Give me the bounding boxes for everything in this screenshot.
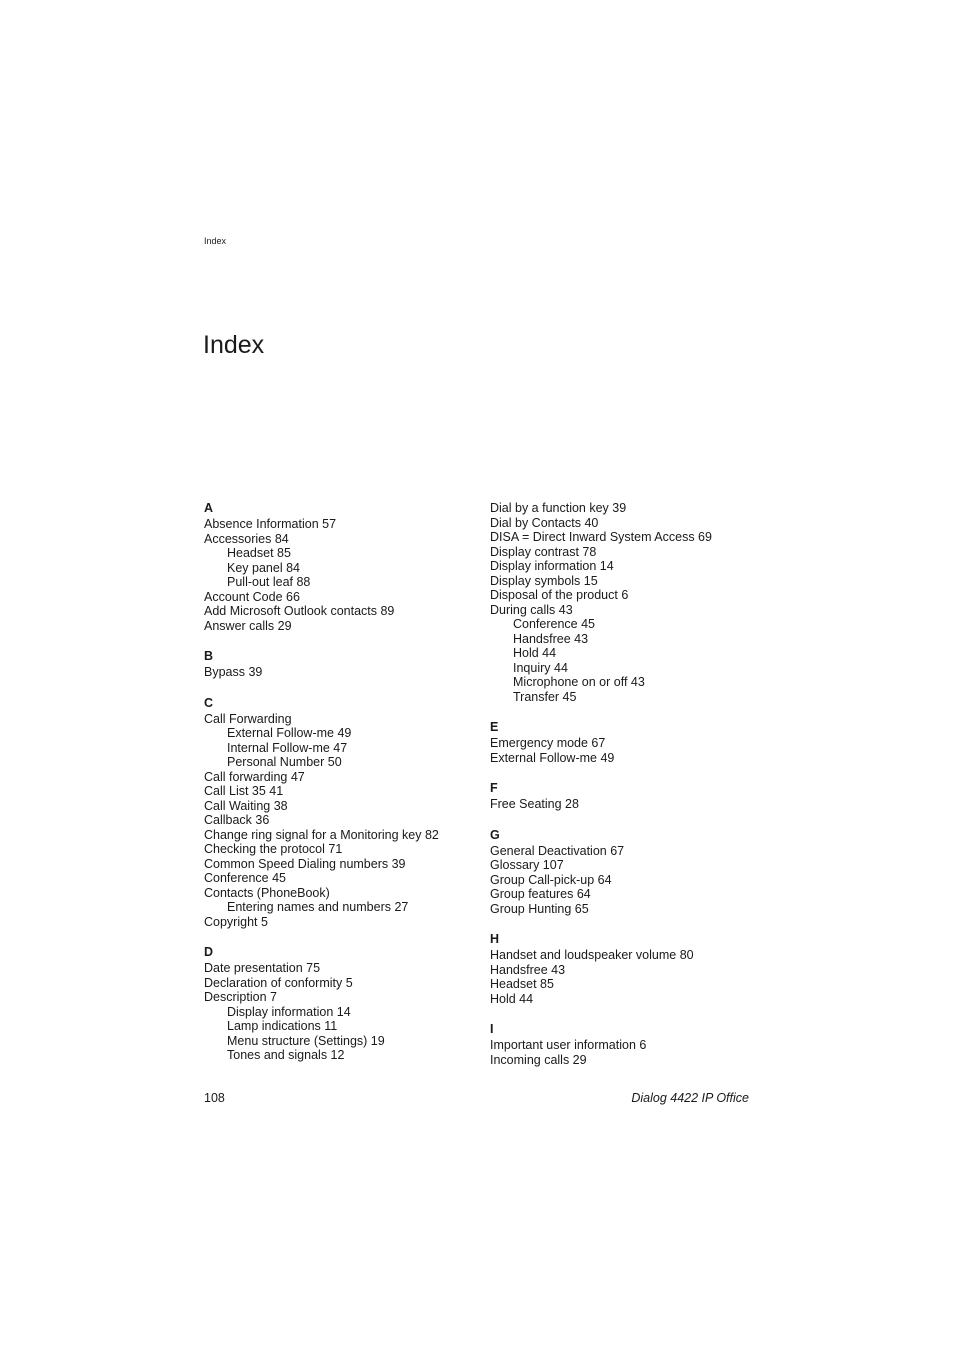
index-group [490,781,770,812]
index-subentry: Personal Number 50 [227,755,342,769]
document-title: Dialog 4422 IP Office [631,1091,749,1105]
index-subentry: Inquiry 44 [513,660,568,675]
running-header: Index [204,236,227,246]
index-entry: Disposal of the product 6 [490,588,629,602]
index-entry: Copyright 5 [204,914,268,929]
index-group [490,720,770,765]
index-group [490,932,770,1006]
index-entry: Hold 44 [490,991,534,1006]
index-group [204,649,484,680]
index-entry: Emergency mode 67 [490,736,606,750]
index-subentry: Display information 14 [227,1004,351,1019]
index-letter-heading: A [204,501,214,515]
index-entry: Absence Information 57 [204,517,337,531]
index-entry: Checking the protocol 71 [204,842,343,856]
index-letter-heading: H [490,932,500,946]
index-entry: Headset 85 [490,977,554,991]
index-entry: During calls 43 [490,602,573,617]
index-entry: Common Speed Dialing numbers 39 [204,856,406,871]
index-entry: Display contrast 78 [490,544,597,559]
index-entry: Bypass 39 [204,665,263,679]
index-subentry: Menu structure (Settings) 19 [227,1033,385,1048]
index-entry: Change ring signal for a Monitoring key 82 [204,827,439,842]
index-entry: Call Waiting 38 [204,798,288,813]
index-entry: Call forwarding 47 [204,769,305,784]
index-subentry: Microphone on or off 43 [513,675,645,689]
index-subentry: Handsfree 43 [513,631,589,646]
index-entry: Conference 45 [204,871,287,885]
index-subentry: Key panel 84 [227,560,300,575]
index-entry: Handset and loudspeaker volume 80 [490,948,694,962]
index-letter-heading: F [490,781,498,795]
index-entry: Account Code 66 [204,589,300,604]
index-entry: Accessories 84 [204,531,289,546]
index-entry: Add Microsoft Outlook contacts 89 [204,604,395,618]
index-entry: General Deactivation 67 [490,843,625,858]
index-letter-heading: G [490,827,500,842]
index-entry: Important user information 6 [490,1038,647,1052]
index-entry: Answer calls 29 [204,618,292,633]
index-entry: Dial by a function key 39 [490,501,627,515]
index-column-right [490,501,770,1083]
index-group [490,828,770,917]
index-subentry: Pull-out leaf 88 [227,575,311,589]
index-entry: DISA = Direct Inward System Access 69 [490,530,712,544]
index-letter-heading: B [204,649,214,663]
index-entry: Callback 36 [204,813,270,827]
index-entry: Date presentation 75 [204,961,321,975]
index-letter-heading: E [490,720,499,734]
index-subentry: Internal Follow-me 47 [227,740,348,755]
index-entry: Group features 64 [490,887,591,901]
index-entry: Incoming calls 29 [490,1052,587,1067]
page-title: Index [203,331,265,359]
index-entry: Call List 35 41 [204,784,284,798]
index-entry: Display symbols 15 [490,573,598,588]
index-group [490,1022,770,1067]
index-entry: Description 7 [204,990,277,1004]
page-number: 108 [204,1091,225,1105]
index-subentry: Lamp indications 11 [227,1019,338,1033]
index-letter-heading: I [490,1022,494,1036]
index-entry: Call Forwarding [204,711,292,726]
index-entry: External Follow-me 49 [490,750,615,765]
index-entry: Group Call-pick-up 64 [490,872,612,887]
index-subentry: Hold 44 [513,646,557,660]
index-column-left [204,501,484,1079]
index-subentry: Transfer 45 [513,689,577,704]
index-entry: Group Hunting 65 [490,901,589,916]
index-entry: Handsfree 43 [490,962,566,977]
index-subentry: Conference 45 [513,617,596,631]
index-letter-heading: D [204,945,214,959]
index-entry: Declaration of conformity 5 [204,975,353,990]
index-subentry: Tones and signals 12 [227,1048,345,1062]
index-group [204,945,484,1063]
index-entry: Contacts (PhoneBook) [204,885,330,900]
index-entry: Free Seating 28 [490,797,579,811]
index-group-continued [490,501,770,704]
index-entry: Dial by Contacts 40 [490,515,599,530]
index-group [204,501,484,633]
index-letter-heading: C [204,695,214,710]
index-entry: Display information 14 [490,559,614,573]
index-subentry: Headset 85 [227,546,291,560]
index-group [204,696,484,930]
index-subentry: Entering names and numbers 27 [227,900,409,914]
index-subentry: External Follow-me 49 [227,726,352,740]
index-entry: Glossary 107 [490,858,564,872]
